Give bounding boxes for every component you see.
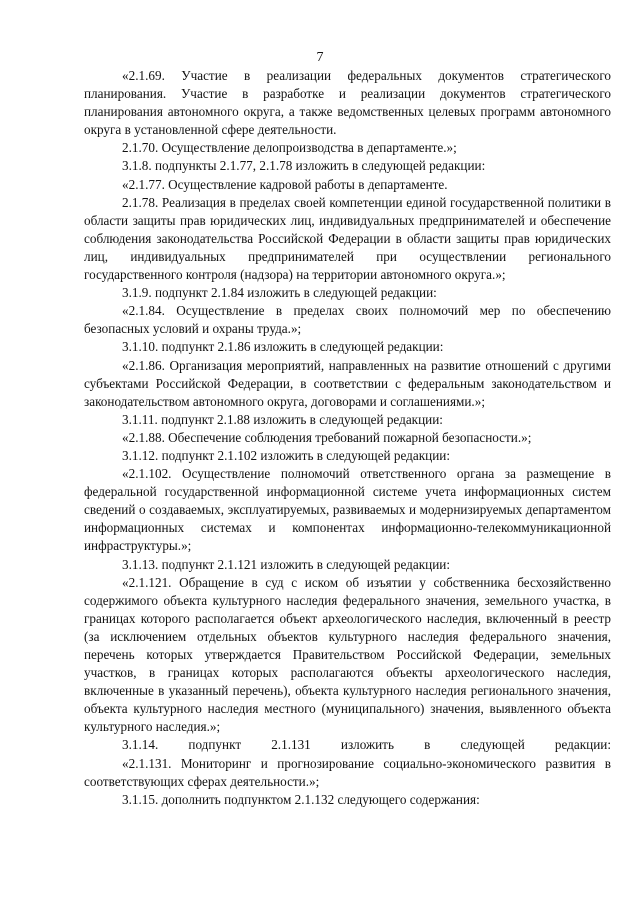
paragraph-2-1-69: «2.1.69. Участие в реализации федеральных документов стратегического планирования. Участие в разработке и реализации документов стратегического планирования автономного округа, а также ведомственных целевых программ автономного округа в установленной сфере деятельности. (84, 68, 611, 138)
document-body (84, 67, 611, 809)
paragraph-2-1-78: 2.1.78. Реализация в пределах своей компетенции единой государственной политики в области защиты прав юридических лиц, индивидуальных предпринимателей и обеспечение соблюдения законодательства Российской Федерации в области защиты прав юридических лиц, индивидуальных предпринимателей при осуществлении регионального государственного контроля (надзора) на территории автономного округа.»; (84, 194, 611, 283)
paragraph-2-1-121: «2.1.121. Обращение в суд с иском об изъятии у собственника бесхозяйственно содержимого объекта культурного наследия федерального значения, земельного участка, в границах которого располагается объект археологического наследия, включенный в реестр (за исключением отдельных объектов культурного наследия федерального значения, перечень которых утверждается Правительством Российской Федерации, земельных участков, в границах которых располагаются объекты археологического наследия, включенные в указанный перечень), объекта культурного наследия регионального значения, объекта культурного наследия местного (муниципального) значения, выявленного объекта культурного наследия.»; (84, 574, 611, 735)
paragraph-2-1-88: «2.1.88. Обеспечение соблюдения требований пожарной безопасности.»; (122, 429, 532, 445)
paragraph-3-1-10: 3.1.10. подпункт 2.1.86 изложить в следующей редакции: (122, 339, 444, 355)
paragraph-2-1-131: «2.1.131. Мониторинг и прогнозирование социально-экономического развития в соответствующих сферах деятельности.»; (84, 755, 611, 789)
paragraph-2-1-84: «2.1.84. Осуществление в пределах своих полномочий мер по обеспечению безопасных условий и охраны труда.»; (84, 303, 611, 337)
paragraph-3-1-14: 3.1.14. подпункт 2.1.131 изложить в следующей редакции: (122, 737, 611, 753)
paragraph-3-1-13: 3.1.13. подпункт 2.1.121 изложить в следующей редакции: (122, 556, 450, 572)
paragraph-3-1-15: 3.1.15. дополнить подпунктом 2.1.132 следующего содержания: (122, 791, 480, 807)
paragraph-2-1-86: «2.1.86. Организация мероприятий, направленных на развитие отношений с другими субъектами Российской Федерации, в соответствии с федеральным законодательством и законодательством автономного округа, договорами и соглашениями.»; (84, 357, 611, 409)
paragraph-3-1-11: 3.1.11. подпункт 2.1.88 изложить в следующей редакции: (122, 411, 443, 427)
paragraph-2-1-77: «2.1.77. Осуществление кадровой работы в департаменте. (122, 176, 448, 192)
paragraph-2-1-102: «2.1.102. Осуществление полномочий ответственного органа за размещение в федеральной государственной информационной системе учета информационных систем сведений о создаваемых, эксплуатируемых, развиваемых и модернизируемых департаментом информационных системах и компонентах информационно-телекоммуникационной инфраструктуры.»; (84, 466, 611, 554)
paragraph-3-1-8: 3.1.8. подпункты 2.1.77, 2.1.78 изложить в следующей редакции: (122, 158, 486, 174)
paragraph-3-1-12: 3.1.12. подпункт 2.1.102 изложить в следующей редакции: (122, 447, 450, 463)
paragraph-3-1-9: 3.1.9. подпункт 2.1.84 изложить в следующей редакции: (122, 285, 437, 301)
paragraph-2-1-70: 2.1.70. Осуществление делопроизводства в департаменте.»; (122, 140, 457, 156)
page-number: 7 (316, 50, 324, 65)
